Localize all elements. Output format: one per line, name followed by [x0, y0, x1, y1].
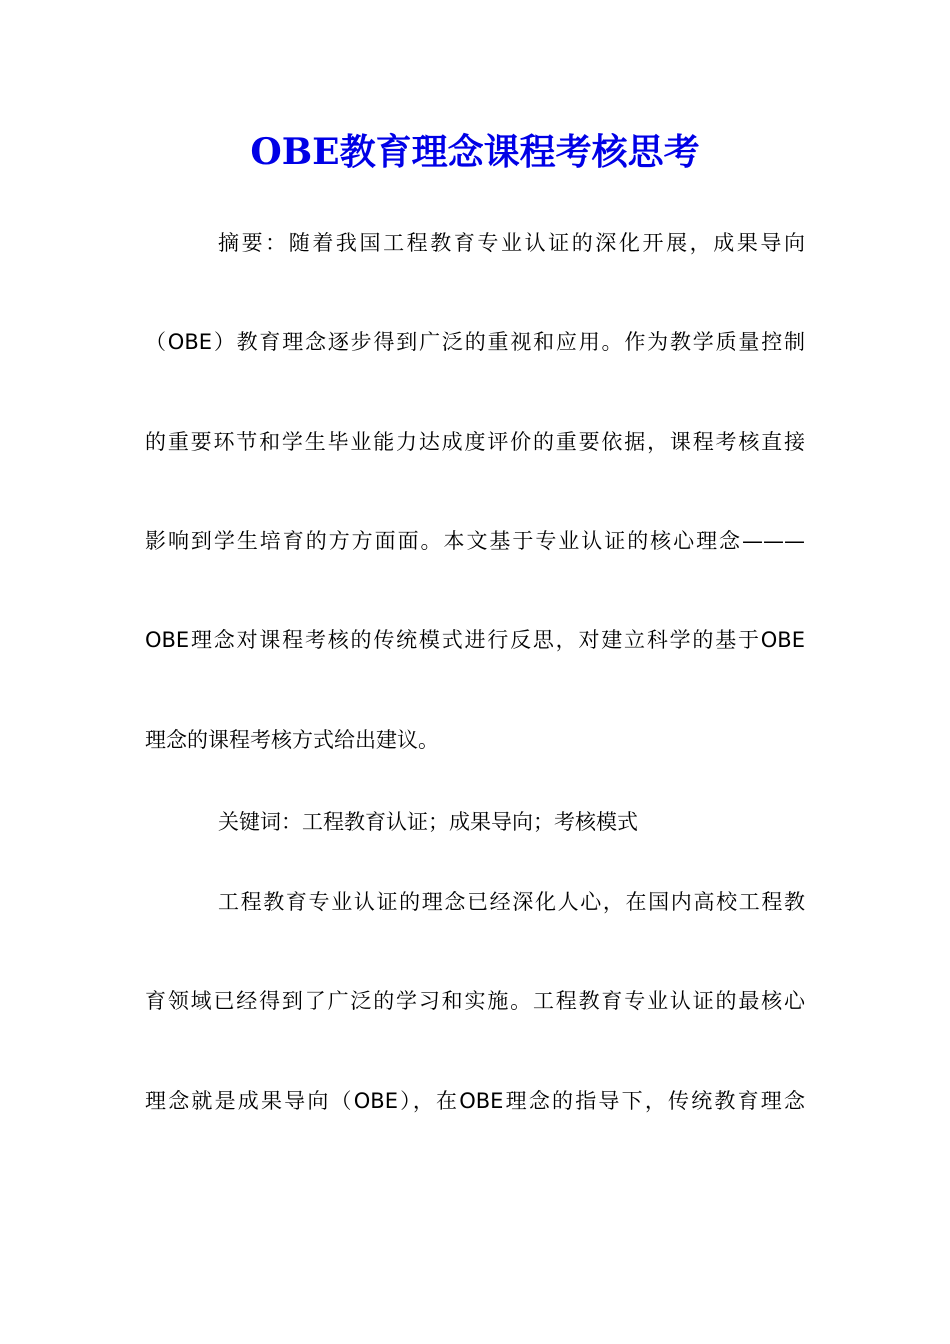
- body-line-3: 理念就是成果导向（OBE），在OBE理念的指导下，传统教育理念: [145, 1089, 805, 1113]
- document-title: OBE教育理念课程考核思考: [250, 131, 700, 173]
- abstract-line-4: 影响到学生培育的方方面面。本文基于专业认证的核心理念———: [145, 529, 805, 553]
- abstract-line-2: （OBE）教育理念逐步得到广泛的重视和应用。作为教学质量控制: [145, 330, 805, 354]
- keywords-line: 关键词：工程教育认证；成果导向；考核模式: [218, 810, 638, 834]
- abstract-line-6: 理念的课程考核方式给出建议。: [145, 728, 439, 752]
- abstract-line-1: 摘要：随着我国工程教育专业认证的深化开展，成果导向: [218, 231, 805, 255]
- abstract-line-3: 的重要环节和学生毕业能力达成度评价的重要依据，课程考核直接: [145, 430, 805, 454]
- body-line-1: 工程教育专业认证的理念已经深化人心，在国内高校工程教: [218, 890, 805, 914]
- body-line-2: 育领域已经得到了广泛的学习和实施。工程教育专业认证的最核心: [145, 989, 805, 1013]
- abstract-line-5: OBE理念对课程考核的传统模式进行反思，对建立科学的基于OBE: [145, 628, 805, 652]
